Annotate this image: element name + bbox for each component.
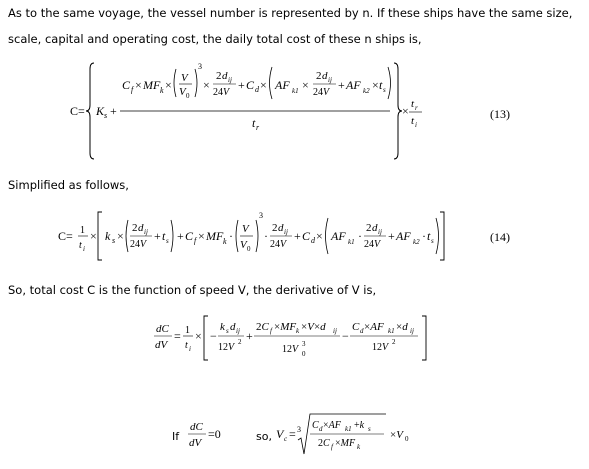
svg-text:2: 2: [366, 222, 372, 234]
svg-text:+: +: [388, 229, 395, 243]
svg-text:C: C: [246, 78, 255, 92]
svg-text:ij: ij: [144, 228, 148, 236]
svg-text:f: f: [331, 443, 333, 451]
equation-number-14: (14): [490, 230, 510, 244]
svg-text:d: d: [222, 70, 228, 82]
svg-text:d: d: [372, 222, 378, 234]
svg-text:t: t: [162, 229, 166, 243]
svg-text:×: ×: [372, 78, 379, 92]
svg-text:d: d: [278, 222, 284, 234]
svg-text:MF: MF: [143, 78, 161, 92]
svg-text:3: 3: [302, 340, 306, 348]
svg-text:−: −: [210, 329, 217, 343]
svg-text:t: t: [252, 116, 256, 130]
svg-text:·: ·: [264, 229, 268, 243]
paragraph-line: As to the same voyage, the vessel number is represented by n. If these ships have the same size,: [8, 6, 573, 20]
equation-13: [70, 55, 470, 165]
svg-text:×V: ×V: [390, 429, 403, 441]
svg-text:×: ×: [165, 78, 172, 92]
svg-text:k1: k1: [388, 327, 395, 335]
svg-text:C: C: [352, 321, 360, 333]
svg-text:t: t: [79, 240, 82, 251]
svg-text:V: V: [240, 239, 247, 251]
svg-text:2C: 2C: [318, 438, 330, 449]
svg-text:×: ×: [117, 229, 124, 243]
svg-text:AF: AF: [396, 229, 411, 243]
svg-text:d: d: [311, 236, 315, 245]
svg-text:C=: C=: [58, 229, 73, 243]
svg-text:0: 0: [405, 435, 409, 443]
svg-text:ij: ij: [236, 327, 240, 335]
svg-text:s: s: [383, 86, 386, 94]
svg-text:×: ×: [198, 229, 205, 243]
svg-text:=0: =0: [208, 427, 221, 441]
svg-text:C: C: [312, 420, 319, 431]
svg-text:d: d: [255, 85, 259, 94]
svg-text:×: ×: [195, 329, 202, 343]
svg-text:0: 0: [302, 350, 306, 358]
svg-text:k1: k1: [348, 238, 355, 246]
svg-text:ij: ij: [410, 327, 414, 335]
svg-text:12V: 12V: [372, 342, 389, 353]
svg-text:=: =: [289, 427, 296, 441]
svg-text:12V: 12V: [218, 342, 235, 353]
svg-text:+: +: [246, 329, 253, 343]
svg-text:f: f: [131, 85, 134, 94]
svg-text:AF: AF: [275, 78, 290, 92]
svg-text:V: V: [276, 427, 284, 441]
svg-text:dC: dC: [190, 421, 203, 433]
svg-text:1: 1: [185, 325, 190, 336]
svg-text:24V: 24V: [213, 87, 230, 98]
svg-text:d: d: [322, 70, 328, 82]
svg-text:2: 2: [132, 222, 138, 234]
svg-text:s: s: [368, 425, 371, 433]
svg-text:k: k: [105, 229, 111, 243]
svg-text:−: −: [342, 329, 349, 343]
svg-text:i: i: [189, 345, 191, 353]
svg-text:+: +: [294, 229, 301, 243]
svg-text:×MF: ×MF: [335, 438, 356, 449]
svg-text:2: 2: [238, 338, 242, 346]
svg-text:×: ×: [402, 104, 409, 118]
svg-text:dV: dV: [155, 339, 168, 351]
svg-text:V: V: [181, 72, 188, 84]
svg-text:AF: AF: [346, 78, 361, 92]
svg-text:+: +: [177, 229, 184, 243]
svg-text:ij: ij: [328, 76, 332, 84]
svg-text:C: C: [122, 78, 131, 92]
svg-text:d: d: [230, 321, 236, 333]
svg-text:+: +: [110, 104, 117, 118]
svg-text:×: ×: [260, 78, 267, 92]
svg-text:×: ×: [203, 78, 210, 92]
svg-text:k: k: [160, 86, 164, 95]
equation-14: [58, 206, 448, 266]
svg-text:1: 1: [80, 225, 85, 236]
svg-text:24V: 24V: [313, 87, 330, 98]
svg-text:s: s: [431, 237, 434, 245]
svg-text:k: k: [220, 321, 225, 333]
svg-text:r: r: [415, 104, 418, 112]
svg-text:×AF: ×AF: [323, 420, 341, 431]
svg-text:k1: k1: [292, 87, 299, 95]
svg-text:d: d: [138, 222, 144, 234]
svg-text:3: 3: [297, 425, 301, 434]
svg-text:ij: ij: [284, 228, 288, 236]
svg-text:×: ×: [90, 229, 97, 243]
svg-text:+: +: [154, 229, 161, 243]
svg-text:MF: MF: [206, 229, 224, 243]
equation-derivative: [150, 312, 440, 364]
svg-text:×MF: ×MF: [274, 321, 297, 333]
svg-text:t: t: [411, 98, 415, 110]
svg-text:2: 2: [392, 338, 396, 346]
paragraph-line: scale, capital and operating cost, the daily total cost of these n ships is,: [8, 32, 422, 46]
svg-text:V: V: [242, 223, 249, 235]
svg-text:0: 0: [247, 245, 251, 253]
svg-text:ij: ij: [333, 327, 337, 335]
svg-text:f: f: [194, 236, 197, 245]
svg-text:k2: k2: [413, 238, 420, 246]
svg-text:2C: 2C: [256, 321, 269, 333]
svg-text:k: k: [296, 327, 300, 335]
svg-text:×: ×: [135, 78, 142, 92]
svg-text:i: i: [415, 121, 417, 129]
svg-text:24V: 24V: [130, 239, 147, 250]
svg-text:dC: dC: [156, 323, 169, 335]
svg-text:k: k: [223, 237, 227, 246]
svg-text:C=: C=: [70, 104, 85, 118]
svg-text:×: ×: [302, 78, 309, 92]
svg-text:C: C: [185, 229, 194, 243]
svg-text:2: 2: [316, 70, 322, 82]
svg-text:s: s: [226, 327, 229, 335]
svg-text:k2: k2: [363, 87, 370, 95]
svg-text:·: ·: [358, 229, 362, 243]
svg-text:2: 2: [272, 222, 278, 234]
svg-text:s: s: [166, 237, 169, 245]
svg-text:+: +: [238, 78, 245, 92]
svg-text:d: d: [319, 425, 323, 433]
svg-text:t: t: [185, 340, 188, 351]
svg-text:i: i: [83, 245, 85, 253]
svg-text:3: 3: [198, 62, 202, 71]
svg-text:+k: +k: [354, 420, 365, 431]
svg-text:24V: 24V: [270, 239, 287, 250]
svg-text:c: c: [284, 435, 288, 443]
svg-text:24V: 24V: [364, 239, 381, 250]
svg-text:t: t: [379, 78, 383, 92]
svg-text:3: 3: [259, 211, 263, 220]
svg-text:d: d: [360, 327, 364, 335]
svg-text:0: 0: [186, 92, 190, 100]
equation-condition: [186, 410, 426, 460]
svg-text:K: K: [96, 104, 105, 118]
svg-text:s: s: [104, 111, 108, 120]
svg-text:=: =: [174, 329, 181, 343]
svg-text:t: t: [427, 229, 431, 243]
svg-text:dV: dV: [189, 437, 202, 449]
svg-text:f: f: [270, 327, 272, 335]
if-label: If: [172, 430, 180, 443]
svg-text:·: ·: [229, 229, 233, 243]
svg-text:×: ×: [316, 229, 323, 243]
paragraph-line: Simplified as follows,: [8, 178, 129, 192]
svg-text:s: s: [112, 236, 116, 245]
svg-text:C: C: [302, 229, 311, 243]
svg-text:×d: ×d: [396, 321, 408, 333]
svg-text:k: k: [357, 443, 361, 451]
so-label: so,: [256, 430, 272, 443]
svg-text:+: +: [338, 78, 345, 92]
svg-text:ij: ij: [228, 76, 232, 84]
svg-text:×V×d: ×V×d: [301, 321, 326, 333]
svg-text:r: r: [256, 123, 260, 132]
svg-text:2: 2: [216, 70, 222, 82]
svg-text:·: ·: [422, 229, 426, 243]
svg-text:ij: ij: [378, 228, 382, 236]
svg-text:t: t: [411, 115, 415, 127]
svg-text:k1: k1: [345, 425, 352, 433]
svg-text:AF: AF: [331, 229, 346, 243]
equation-number-13: (13): [490, 107, 510, 121]
paragraph-line: So, total cost C is the function of speed V, the derivative of V is,: [8, 283, 377, 297]
svg-text:12V: 12V: [282, 344, 299, 355]
svg-text:×AF: ×AF: [364, 321, 384, 333]
svg-text:V: V: [179, 86, 186, 98]
